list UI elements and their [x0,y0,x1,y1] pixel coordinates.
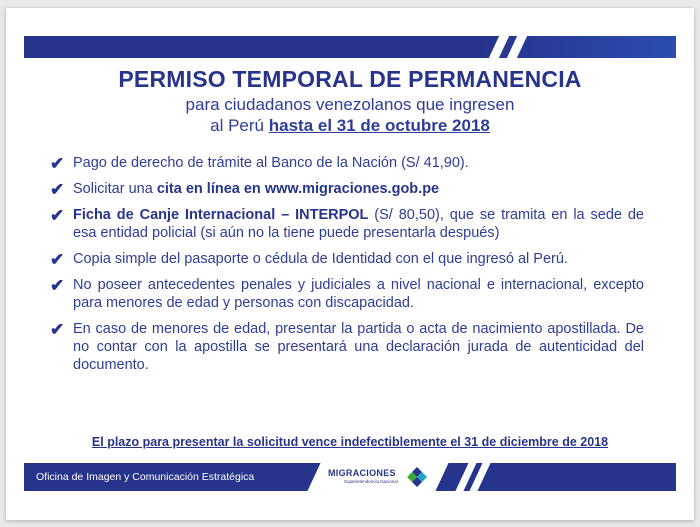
requirement-item [50,206,644,242]
banner-stripe [489,36,509,58]
requirements-list [50,154,644,382]
requirement-text: (S/ 80,50), que se tramita en la sede de esa entidad policial (si aún no la tiene puede presentarla después) [73,207,644,241]
top-banner [24,36,676,58]
subtitle-line-2 [6,116,694,136]
subtitle-line-1: para ciudadanos venezolanos que ingresen [185,95,515,114]
requirement-item [50,180,644,198]
requirement-bold: Ficha de Canje Internacional – INTERPOL [73,207,369,223]
requirement-text: En caso de menores de edad, presentar la partida o acta de nacimiento apostillada. De no contar con la apostilla se presentará una declaración jurada de autenticidad del documento. [73,321,644,373]
migraciones-logo [307,463,448,491]
requirement-text: Copia simple del pasaporte o cédula de Identidad con el que ingresó al Perú. [73,251,568,267]
logo-mark-icon [406,466,428,488]
requirement-item [50,320,644,374]
check-icon: ✔ [50,180,65,199]
requirement-item [50,154,644,172]
check-icon: ✔ [50,154,65,173]
check-icon: ✔ [50,276,65,295]
office-name: Oficina de Imagen y Comunicación Estratégica [36,471,255,483]
check-icon: ✔ [50,320,65,339]
check-icon: ✔ [50,206,65,225]
notice-card [6,8,694,520]
requirement-text: Pago de derecho de trámite al Banco de la Nación (S/ 41,90). [73,155,469,171]
requirement-text: Solicitar una [73,181,157,197]
logo-text: MIGRACIONES [328,468,396,478]
requirement-item [50,276,644,312]
footer-bar [24,463,676,491]
page-title: PERMISO TEMPORAL DE PERMANENCIA [118,66,582,92]
requirement-item [50,250,644,268]
requirement-text: No poseer antecedentes penales y judiciales a nivel nacional e internacional, excepto para menores de edad y personas con discapacidad. [73,277,644,311]
banner-stripe [507,36,527,58]
deadline-note: El plazo para presentar la solicitud vence indefectiblemente el 31 de diciembre de 2018 [91,435,609,449]
logo-subtext: Superintendencia Nacional [344,479,398,484]
subtitle-prefix: al Perú [210,116,265,135]
check-icon: ✔ [50,250,65,269]
requirement-link-text: cita en línea en www.migraciones.gob.pe [156,181,440,197]
subtitle-deadline: hasta el 31 de octubre 2018 [268,116,490,135]
